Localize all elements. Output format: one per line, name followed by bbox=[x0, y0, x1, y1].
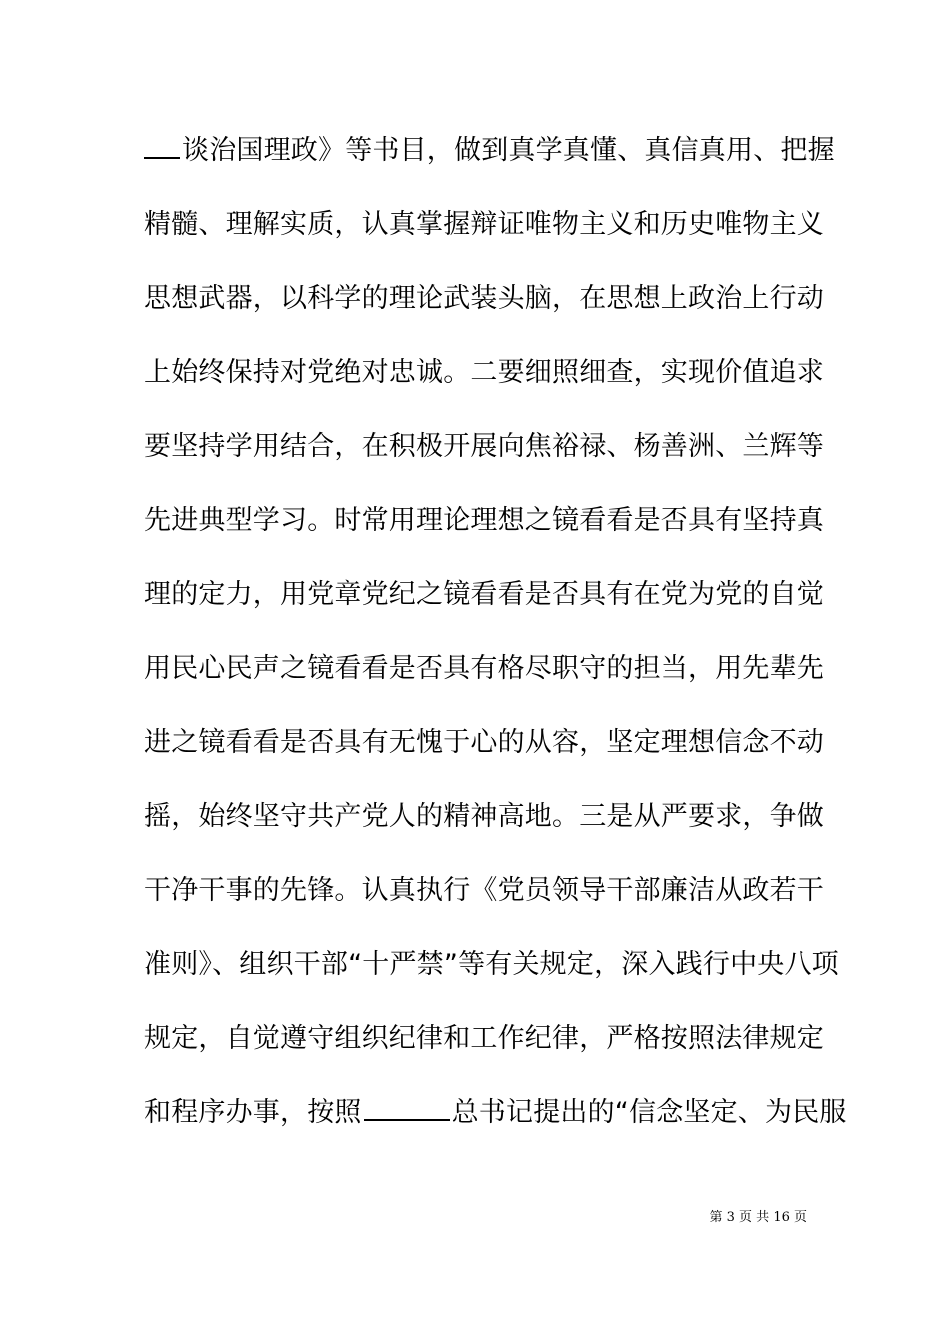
fill-in-blank bbox=[364, 1091, 450, 1121]
text-line-7: 理的定力，用党章党纪之镜看看是否具有在党为党的自觉 bbox=[144, 579, 824, 610]
text-line-8: 用民心民声之镜看看是否具有格尽职守的担当，用先辈先 bbox=[144, 653, 824, 684]
text-line-13: 规定，自觉遵守组织纪律和工作纪律，严格按照法律规定 bbox=[144, 1023, 824, 1054]
text-line-11: 干净干事的先锋。认真执行《党员领导干部廉洁从政若干 bbox=[144, 875, 824, 906]
text-line-3: 思想武器，以科学的理论武装头脑，在思想上政治上行动 bbox=[144, 283, 824, 314]
text-line-4: 上始终保持对党绝对忠诚。二要细照细查，实现价值追求 bbox=[144, 357, 824, 388]
page-footer bbox=[0, 1206, 950, 1225]
page-number: 第 3 页 共 16 页 bbox=[709, 1210, 807, 1225]
text-line-1: 谈治国理政》等书目，做到真学真懂、真信真用、把握 bbox=[144, 127, 814, 201]
text-line-10: 摇，始终坚守共产党人的精神高地。三是从严要求，争做 bbox=[144, 801, 824, 832]
text-line-9: 进之镜看看是否具有无愧于心的从容，坚定理想信念不动 bbox=[144, 727, 824, 758]
text-line-14: 和程序办事，按照 总书记提出的“信念坚定、为民服 bbox=[144, 1089, 814, 1163]
text-line-12: 准则》、组织干部“十严禁”等有关规定，深入践行中央八项 bbox=[144, 949, 839, 980]
body-text bbox=[144, 127, 847, 1163]
fill-in-blank bbox=[144, 129, 180, 159]
text-line-6: 先进典型学习。时常用理论理想之镜看看是否具有坚持真 bbox=[144, 505, 824, 536]
text-line-5: 要坚持学用结合，在积极开展向焦裕禄、杨善洲、兰辉等 bbox=[144, 431, 824, 462]
text-line-2: 精髓、理解实质，认真掌握辩证唯物主义和历史唯物主义 bbox=[144, 209, 824, 240]
